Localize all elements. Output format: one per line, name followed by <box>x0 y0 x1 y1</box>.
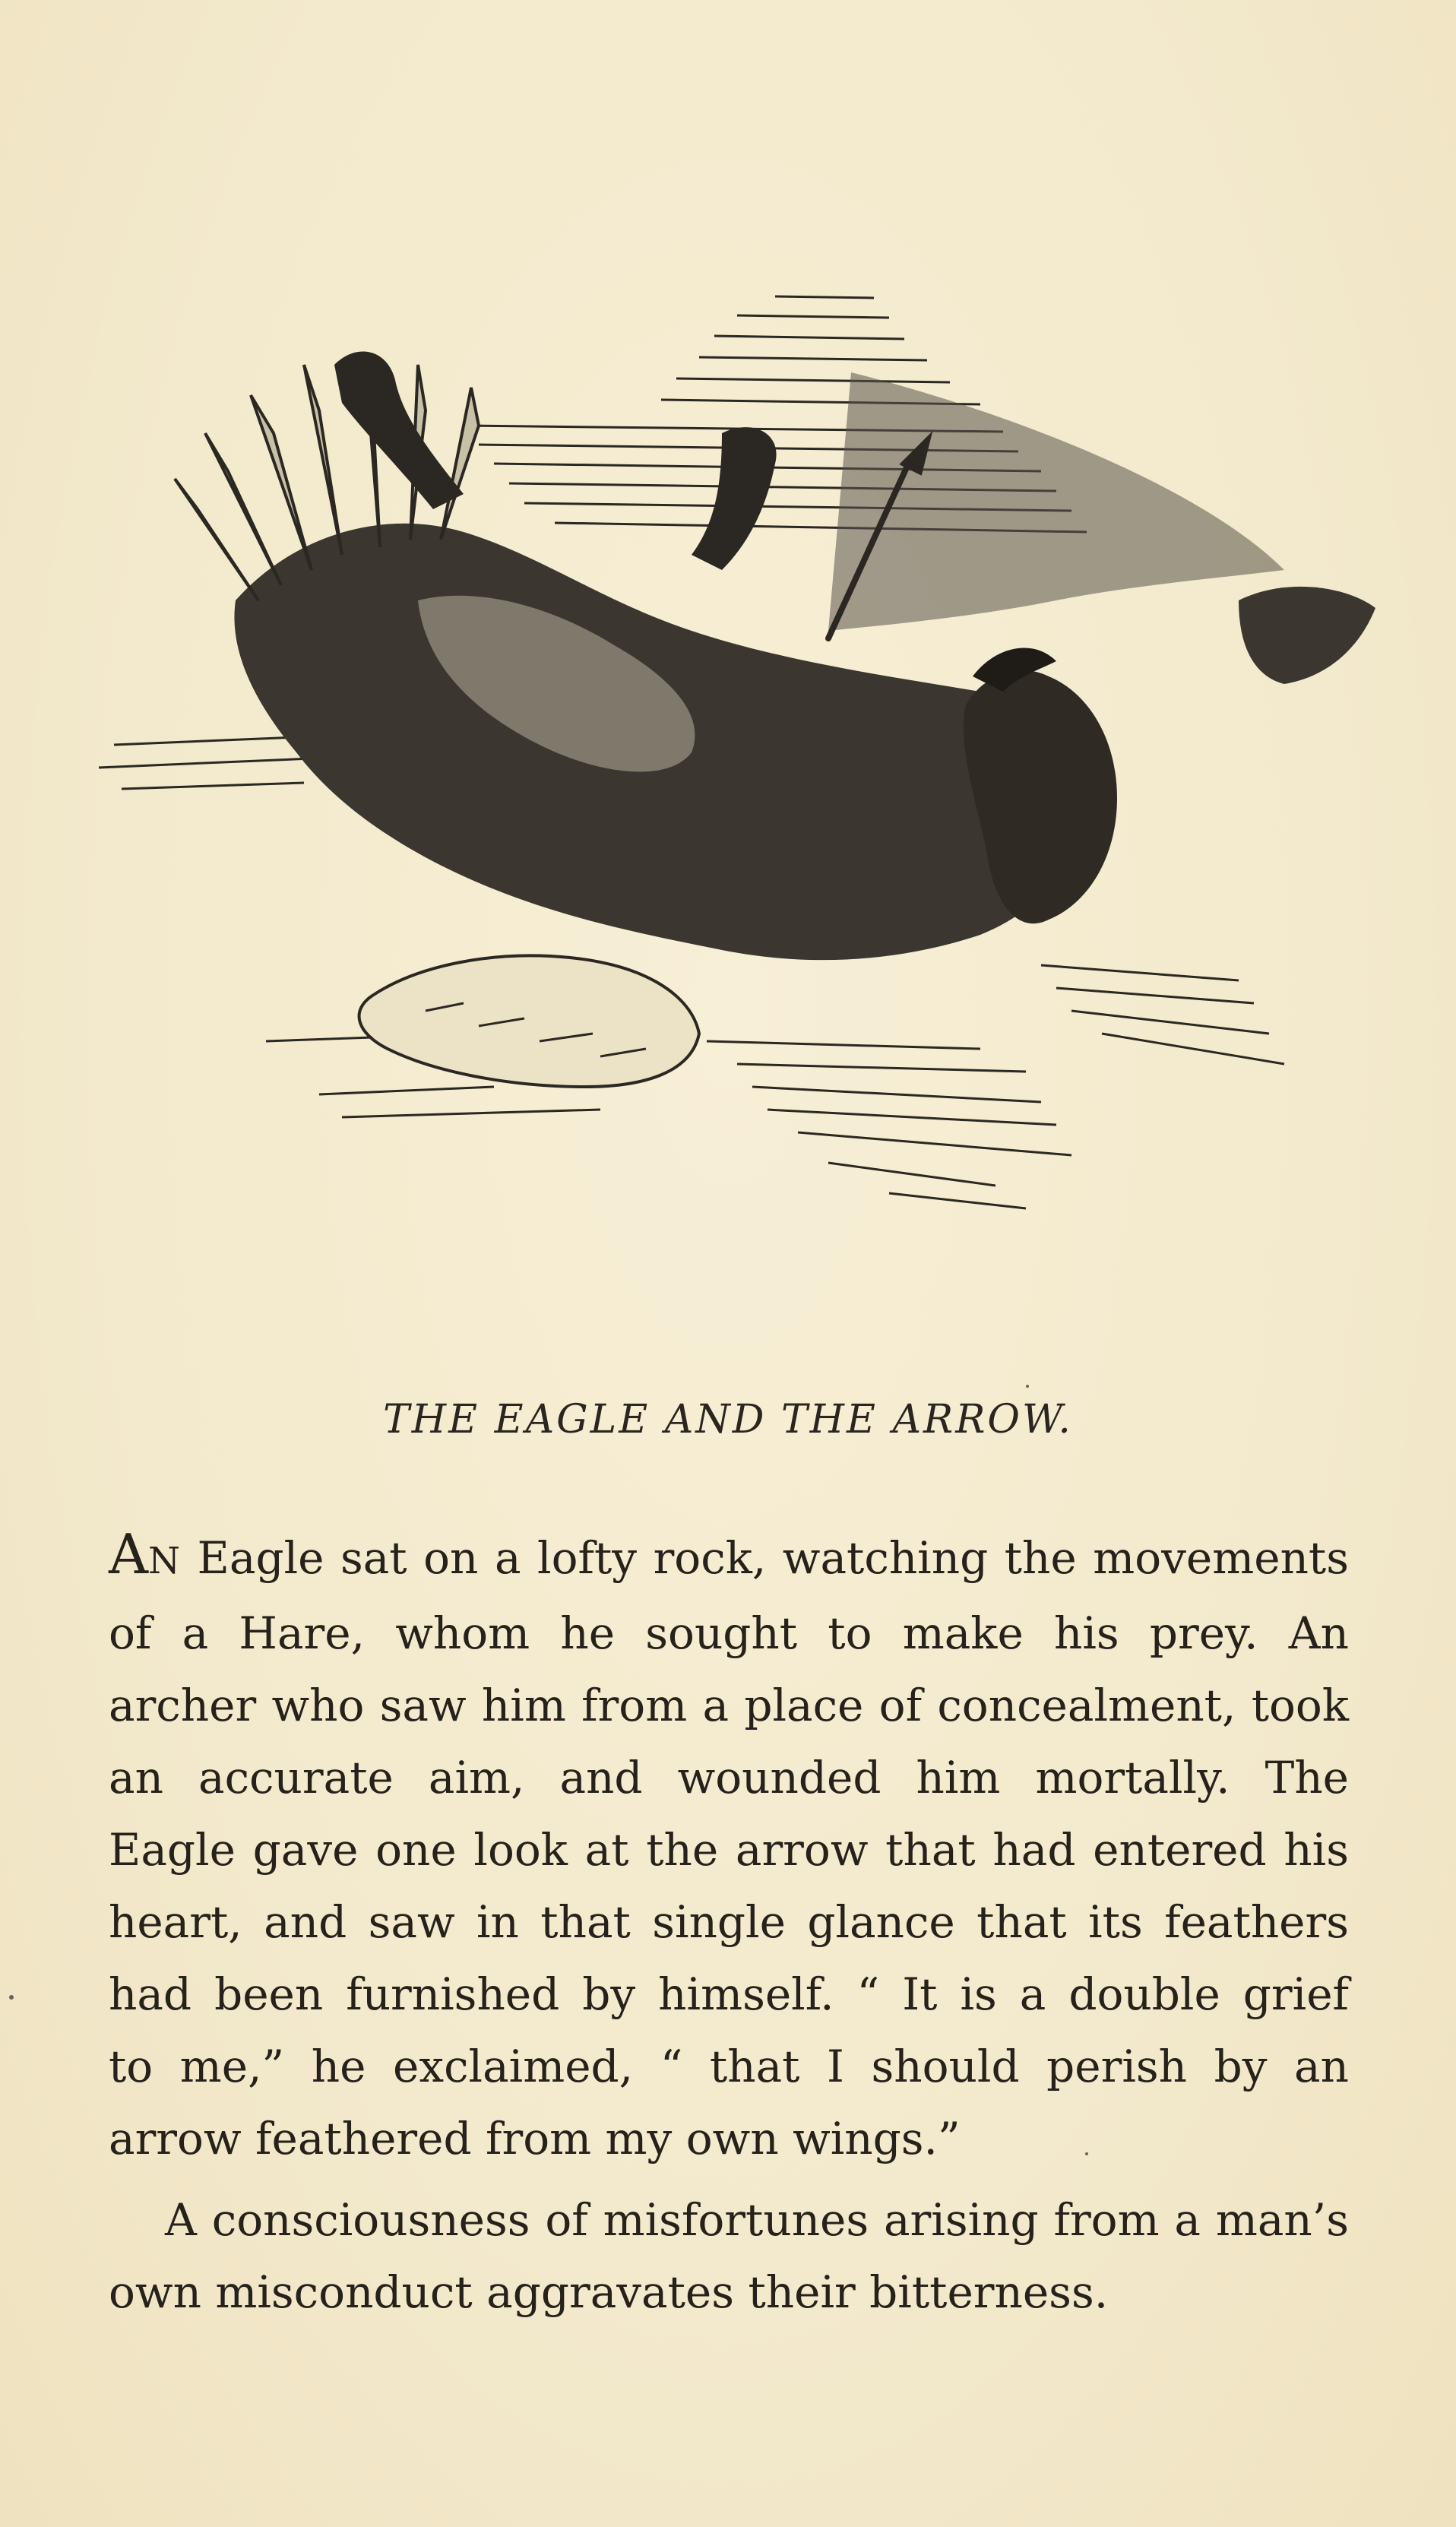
paragraph-line: an accurate aim, and wounded him mortally. The <box>109 1752 1349 1803</box>
page-speck <box>9 1995 14 2000</box>
paragraph-line: had been furnished by himself. “ It is a double grief <box>109 1968 1349 2020</box>
fable-moral <box>109 2184 1349 2329</box>
small-caps-letters: N <box>148 1540 181 1582</box>
rock-stub-right <box>1239 587 1375 684</box>
fable-title: THE EAGLE AND THE ARROW. <box>383 1397 1073 1442</box>
page-speck <box>1026 1385 1029 1388</box>
paragraph-line: to me,” he exclaimed, “ that I should perish by an <box>109 2041 1349 2092</box>
paragraph-line: archer who saw him from a place of concealment, took <box>109 1680 1349 1731</box>
paragraph-line <box>109 1518 1349 1598</box>
eagle-tail-feathers <box>359 955 699 1087</box>
paragraph-line: heart, and saw in that single glance that its feathers <box>109 1896 1349 1948</box>
page-speck <box>1085 2152 1088 2155</box>
eagle-engraving-illustration <box>68 281 1391 1254</box>
drop-letter: A <box>109 1522 148 1586</box>
eagle-talon-left <box>334 352 464 509</box>
paragraph-line-text: Eagle sat on a lofty rock, watching the movements <box>181 1532 1349 1584</box>
paragraph-line: Eagle gave one look at the arrow that had entered his <box>109 1824 1349 1876</box>
moral-line: A consciousness of misfortunes arising from a man’s <box>165 2194 1349 2246</box>
paragraph-line: of a Hare, whom he sought to make his prey. An <box>109 1607 1349 1659</box>
eagle-talon-right <box>692 427 777 570</box>
fable-text <box>109 1518 1349 2329</box>
moral-line: own misconduct aggravates their bitterness. <box>109 2266 1109 2318</box>
fable-paragraph <box>109 1518 1349 2175</box>
distant-rock <box>828 372 1284 631</box>
paragraph-line: arrow feathered from my own wings.” <box>109 2113 961 2164</box>
